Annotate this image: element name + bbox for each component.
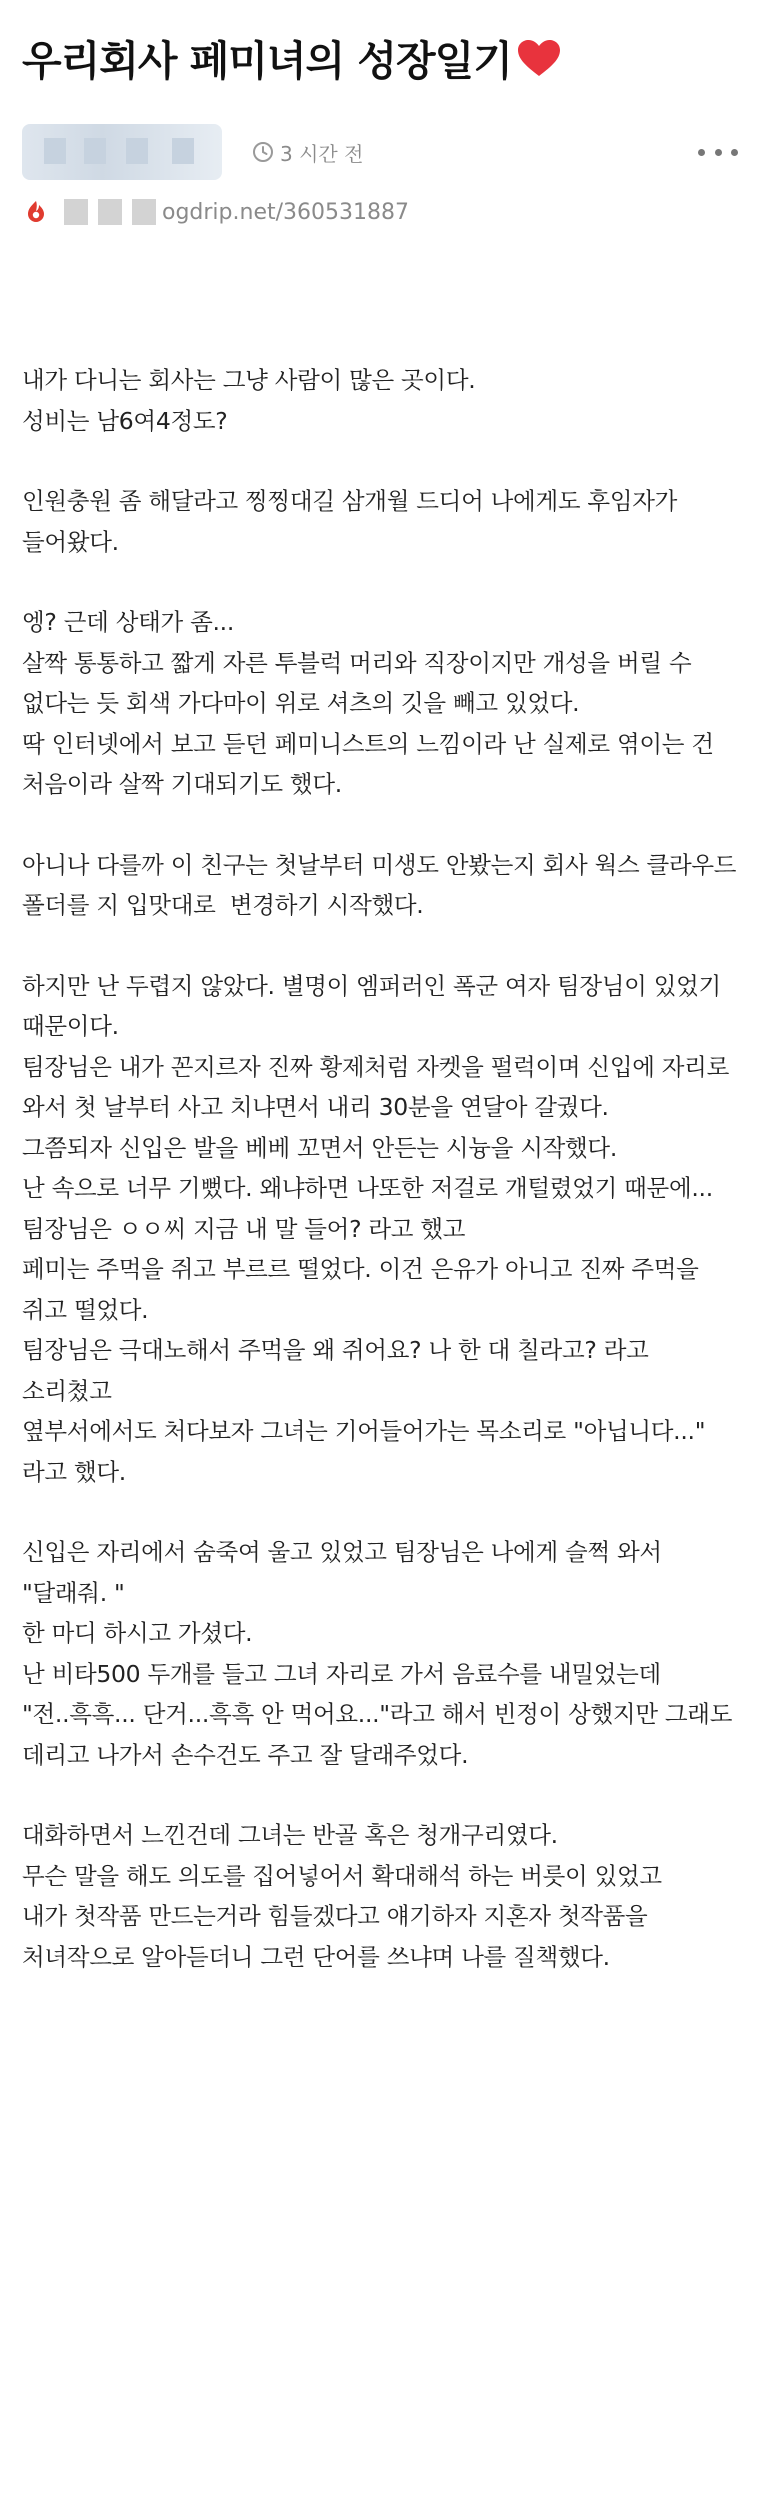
- post-title: [22, 28, 562, 87]
- post-meta: [22, 120, 738, 184]
- paragraph: 대화하면서 느낀건데 그녀는 반골 혹은 청개구리였다. 무슨 말을 해도 의도를 집어넣어서 확대해석 하는 버릇이 있었고 내가 첫작품 만드는거라 힘들겠다고 얘기하자 지혼자 첫작품을 처녀작으로 알아듣더니 그런 단어를 쓰냐며 나를 질책했다.: [22, 1821, 662, 1971]
- timestamp-text: 3 시간 전: [280, 141, 364, 166]
- author-avatar-blurred[interactable]: [22, 124, 222, 180]
- paragraph: 인원충원 좀 해달라고 찡찡대길 삼개월 드디어 나에게도 후임자가 들어왔다.: [22, 487, 685, 556]
- paragraph: 내가 다니는 회사는 그냥 사람이 많은 곳이다. 성비는 남6여4정도?: [22, 366, 476, 435]
- heart-icon: [516, 38, 562, 78]
- post-body: [22, 360, 744, 2017]
- post-timestamp: [252, 138, 363, 167]
- more-icon[interactable]: [698, 147, 738, 157]
- post-header: [0, 0, 760, 240]
- link-text[interactable]: ogdrip.net/360531887: [162, 199, 409, 225]
- link-blurred-prefix: [64, 199, 156, 225]
- paragraph: 하지만 난 두렵지 않았다. 별명이 엠퍼러인 폭군 여자 팀장님이 있었기 때문이다. 팀장님은 내가 꼰지르자 진짜 황제처럼 자켓을 펄럭이며 신입에 자리로 와서 첫 날부터 사고 치냐면서 내리 30분을 연달아 갈궜다. 그쯤되자 신입은 발을 베베 꼬면서 안든는 시늉을 시작했다. 난 속으로 너무 기뻤다. 왜냐하면 나또한 저걸로 개털렸었기 때문에... 팀장님은 ㅇㅇ씨 지금 내 말 들어? 라고 했고 페미는 주먹을 쥐고 부르르 떨었다. 이건 은유가 아니고 진짜 주먹을 쥐고 떨었다. 팀장님은 극대노해서 주먹을 왜 쥐어요? 나 한 대 칠라고? 라고 소리쳤고 옆부서에서도 처다보자 그녀는 기어들어가는 목소리로 "아닙니다..." 라고 했다.: [22, 971, 729, 1486]
- source-link[interactable]: [22, 198, 409, 226]
- post-title-text: 우리회사 페미녀의 성장일기: [22, 37, 512, 85]
- paragraph: 엥? 근데 상태가 좀... 살짝 통통하고 짧게 자른 투블럭 머리와 직장이지만 개성을 버릴 수 없다는 듯 회색 가다마이 위로 셔츠의 깃을 빼고 있었다. 딱 인터넷에서 보고 듣던 페미니스트의 느낌이라 난 실제로 엮이는 건 처음이라 살짝 기대되기도 했다.: [22, 608, 714, 798]
- paragraph: 신입은 자리에서 숨죽여 울고 있었고 팀장님은 나에게 슬쩍 와서 "달래줘. " 한 마디 하시고 가셨다. 난 비타500 두개를 들고 그녀 자리로 가서 음료수를 내밀었는데 "전..흑흑... 단거...흑흑 안 먹어요..."라고 해서 빈정이 상했지만 그래도 데리고 나가서 손수건도 주고 잘 달래주었다.: [22, 1538, 733, 1769]
- clock-icon: [252, 141, 274, 163]
- paragraph: 아니나 다를까 이 친구는 첫날부터 미생도 안봤는지 회사 웍스 클라우드 폴더를 지 입맛대로 변경하기 시작했다.: [22, 850, 744, 919]
- link-icon: [22, 198, 50, 226]
